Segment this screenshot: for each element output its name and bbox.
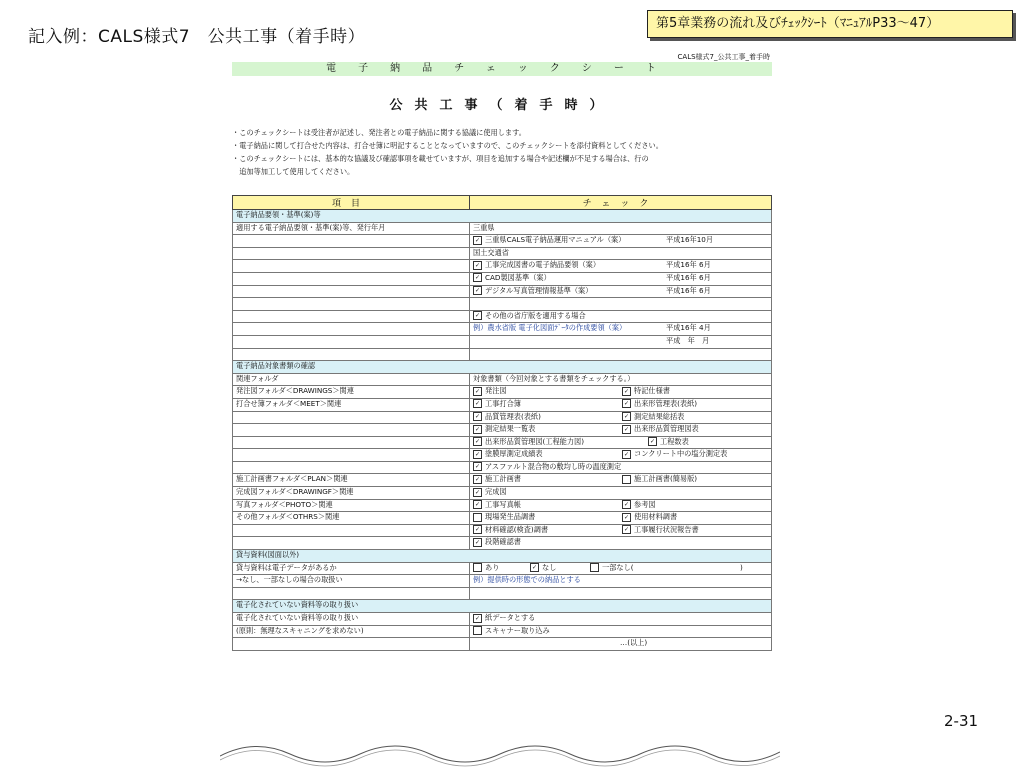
checkbox-checked[interactable]: ✓	[474, 425, 481, 433]
checkbox-checked[interactable]: ✓	[649, 438, 656, 446]
table-row	[233, 575, 772, 588]
form-tag: CALS様式7_公共工事_着手時	[677, 53, 770, 61]
checkbox-checked[interactable]: ✓	[474, 312, 481, 320]
checkbox-checked[interactable]: ✓	[623, 501, 630, 509]
col-item: 項目	[233, 196, 470, 210]
pref-label: 三重県	[470, 222, 772, 235]
item-date: 平成16年10月	[666, 235, 714, 245]
item-date: 平成16年 6月	[666, 260, 711, 270]
table-row	[233, 613, 772, 626]
item-label: その他の省庁版を適用する場合	[485, 310, 586, 320]
section-row	[233, 361, 772, 374]
item-label: 現場発生品調書	[485, 512, 536, 522]
checkbox-checked[interactable]: ✓	[623, 413, 630, 420]
instructions	[232, 126, 772, 178]
item-label: 施工計画書	[485, 474, 521, 484]
section-row	[233, 210, 772, 223]
item-label: スキャナー取り込み	[485, 625, 550, 635]
row-label: 貸与資料は電子データがあるか	[233, 562, 470, 575]
section-title: 電子化されていない資料等の取り扱い	[233, 600, 772, 613]
section-title: 電子納品要領・基準(案)等	[233, 210, 772, 223]
note-line: ・このチェックシートは受注者が記述し、発注者との電子納品に関する協議に使用します。	[232, 128, 526, 137]
table-row	[233, 562, 772, 575]
item-label: 工事打合簿	[485, 398, 521, 408]
item-label: なし	[542, 562, 557, 572]
item-label: 塗膜厚測定成績表	[485, 449, 543, 459]
table-row	[233, 537, 772, 550]
checkbox-unchecked[interactable]	[473, 513, 482, 522]
table-row	[233, 512, 772, 525]
row-label: 適用する電子納品要領・基準(案)等、発行年月	[233, 222, 470, 235]
row-label: 発注図フォルダ＜DRAWINGS＞関連	[233, 386, 470, 399]
item-label: 参考図	[634, 499, 656, 509]
row-label: 打合せ簿フォルダ＜MEET＞関連	[233, 398, 470, 411]
row-label: 完成図フォルダ＜DRAWINGF＞関連	[233, 487, 470, 500]
checkbox-checked[interactable]: ✓	[531, 564, 538, 572]
checkbox-checked[interactable]: ✓	[474, 538, 481, 546]
table-row	[233, 373, 772, 386]
table-row	[233, 474, 772, 487]
page-number: 2-31	[944, 712, 979, 730]
table-header	[233, 196, 772, 210]
row-label: 関連フォルダ	[233, 373, 470, 386]
checkbox-unchecked[interactable]	[590, 563, 599, 572]
section-row	[233, 600, 772, 613]
table-row	[233, 487, 772, 500]
table-row	[233, 247, 772, 260]
checkbox-checked[interactable]: ✓	[474, 261, 481, 269]
checkbox-unchecked[interactable]	[622, 475, 631, 484]
row-value: 対象書類（今回対象とする書類をチェックする。）	[470, 373, 772, 386]
table-row	[233, 587, 772, 600]
item-label: デジタル写真管理情報基準（案）	[485, 285, 593, 295]
checkbox-checked[interactable]: ✓	[474, 501, 481, 509]
mlit-label: 国土交通省	[470, 247, 772, 260]
item-label: CAD製図基準（案）	[485, 272, 551, 282]
item-label: 使用材料調書	[634, 512, 678, 522]
note-line: 追加等加工して使用してください。	[232, 167, 355, 176]
checksheet-document	[232, 50, 772, 750]
check-table	[232, 195, 772, 651]
checkbox-checked[interactable]: ✓	[474, 413, 481, 420]
table-row	[233, 638, 772, 651]
checkbox-checked[interactable]: ✓	[474, 463, 481, 471]
checkbox-checked[interactable]: ✓	[474, 438, 481, 446]
checkbox-checked[interactable]: ✓	[474, 614, 481, 622]
blank-date: 平成 年 月	[666, 335, 710, 345]
item-label: 一部なし(	[602, 562, 634, 572]
table-row	[233, 461, 772, 474]
item-label: 三重県CALS電子納品運用マニュアル（案）	[485, 235, 626, 245]
item-label: 出来形品質管理図(工程能力図)	[485, 436, 585, 446]
item-label: 工程数表	[660, 436, 689, 446]
chapter-box: 第5章業務の流れ及びﾁｪｯｸｼｰﾄ（ﾏﾆｭｱﾙP33～47）	[647, 10, 1013, 38]
table-row	[233, 398, 772, 411]
table-row	[233, 285, 772, 298]
checkbox-checked[interactable]: ✓	[474, 287, 481, 295]
item-label: 測定結果総括表	[634, 411, 685, 421]
item-label: 完成図	[485, 487, 507, 497]
checkbox-checked[interactable]: ✓	[474, 400, 481, 408]
item-date: 平成16年 6月	[666, 285, 711, 295]
note-line: ・電子納品に関して打合せた内容は、打合せ簿に明記することとなっていますので、このチェックシートを添付資料としてください。	[232, 141, 663, 150]
paren-close: )	[740, 562, 743, 572]
checkbox-unchecked[interactable]	[473, 626, 482, 635]
item-label: 施工計画書(簡易版)	[634, 474, 698, 484]
table-row	[233, 235, 772, 248]
checkbox-checked[interactable]: ✓	[623, 400, 630, 408]
checkbox-checked[interactable]: ✓	[474, 236, 481, 244]
table-row	[233, 386, 772, 399]
table-row	[233, 335, 772, 348]
item-label: あり	[485, 562, 500, 572]
item-label: 工事完成図書の電子納品要領（案）	[485, 260, 601, 270]
table-row	[233, 449, 772, 462]
item-label: 出来形管理表(表紙)	[634, 398, 698, 408]
table-row	[233, 625, 772, 638]
item-label: 品質管理表(表紙)	[485, 411, 541, 421]
cut-text: …(以上)	[620, 638, 648, 648]
example-text: 例）提供時の形態での納品とする	[470, 575, 772, 588]
row-label: (原則：無理なスキャニングを求めない)	[233, 625, 470, 638]
checkbox-checked[interactable]: ✓	[474, 475, 481, 483]
item-label: 特記仕様書	[634, 386, 670, 396]
checkbox-checked[interactable]: ✓	[474, 387, 481, 395]
row-label: →なし、一部なしの場合の取扱い	[233, 575, 470, 588]
item-label: 段階確認書	[485, 537, 521, 547]
table-row	[233, 524, 772, 537]
table-row	[233, 298, 772, 311]
item-label: 測定結果一覧表	[485, 424, 536, 434]
item-label: 紙データとする	[485, 613, 536, 622]
checkbox-checked[interactable]: ✓	[623, 450, 630, 458]
document-title: 公共工事（着手時）	[389, 98, 615, 113]
item-date: 平成16年 4月	[666, 323, 711, 333]
table-row	[233, 424, 772, 437]
row-label: 施工計画書フォルダ＜PLAN＞関連	[233, 474, 470, 487]
item-label: コンクリート中の塩分測定表	[634, 449, 728, 459]
slide-title: 記入例：CALS様式7 公共工事（着手時）	[28, 27, 366, 47]
checkbox-checked[interactable]: ✓	[474, 488, 481, 496]
checkbox-checked[interactable]: ✓	[474, 274, 481, 282]
table-row	[233, 310, 772, 323]
item-label: 材料確認(検査)調書	[485, 524, 549, 534]
table-row	[233, 260, 772, 273]
checkbox-unchecked[interactable]	[473, 563, 482, 572]
checkbox-checked[interactable]: ✓	[623, 425, 630, 433]
checkbox-checked[interactable]: ✓	[474, 450, 481, 458]
row-label: 電子化されていない資料等の取り扱い	[233, 613, 470, 626]
item-label: 工事履行状況報告書	[634, 524, 699, 534]
table-row	[233, 411, 772, 424]
table-row	[233, 436, 772, 449]
item-label: 工事写真帳	[485, 499, 521, 509]
item-date: 平成16年 6月	[666, 272, 711, 282]
item-label: 発注図	[485, 386, 507, 396]
table-row	[233, 323, 772, 336]
section-title: 貸与資料(図面以外)	[233, 550, 772, 563]
table-row	[233, 222, 772, 235]
section-title: 電子納品対象書類の確認	[233, 361, 772, 374]
note-line: ・このチェックシートには、基本的な協議及び確認事項を載せていますが、項目を追加する場合や記述欄が不足する場合は、行の	[232, 154, 649, 163]
table-row	[233, 348, 772, 361]
checkbox-checked[interactable]: ✓	[623, 526, 630, 534]
checkbox-checked[interactable]: ✓	[474, 526, 481, 534]
col-check: チェック	[470, 196, 772, 210]
example-text: 例）農水省版 電子化図面ﾃﾞｰﾀの作成要領（案）	[473, 323, 627, 333]
row-label: その他フォルダ＜OTHRS＞関連	[233, 512, 470, 525]
item-label: 出来形品質管理図表	[634, 424, 699, 434]
row-label: 写真フォルダ＜PHOTO＞関連	[233, 499, 470, 512]
torn-edge-wave	[220, 734, 780, 768]
checkbox-checked[interactable]: ✓	[623, 387, 630, 395]
table-row	[233, 499, 772, 512]
section-row	[233, 550, 772, 563]
item-label: アスファルト混合物の敷均し時の温度測定	[485, 461, 622, 471]
header-bar: 電子納品チェックシート	[232, 62, 772, 76]
checkbox-checked[interactable]: ✓	[623, 513, 630, 521]
table-row	[233, 272, 772, 285]
